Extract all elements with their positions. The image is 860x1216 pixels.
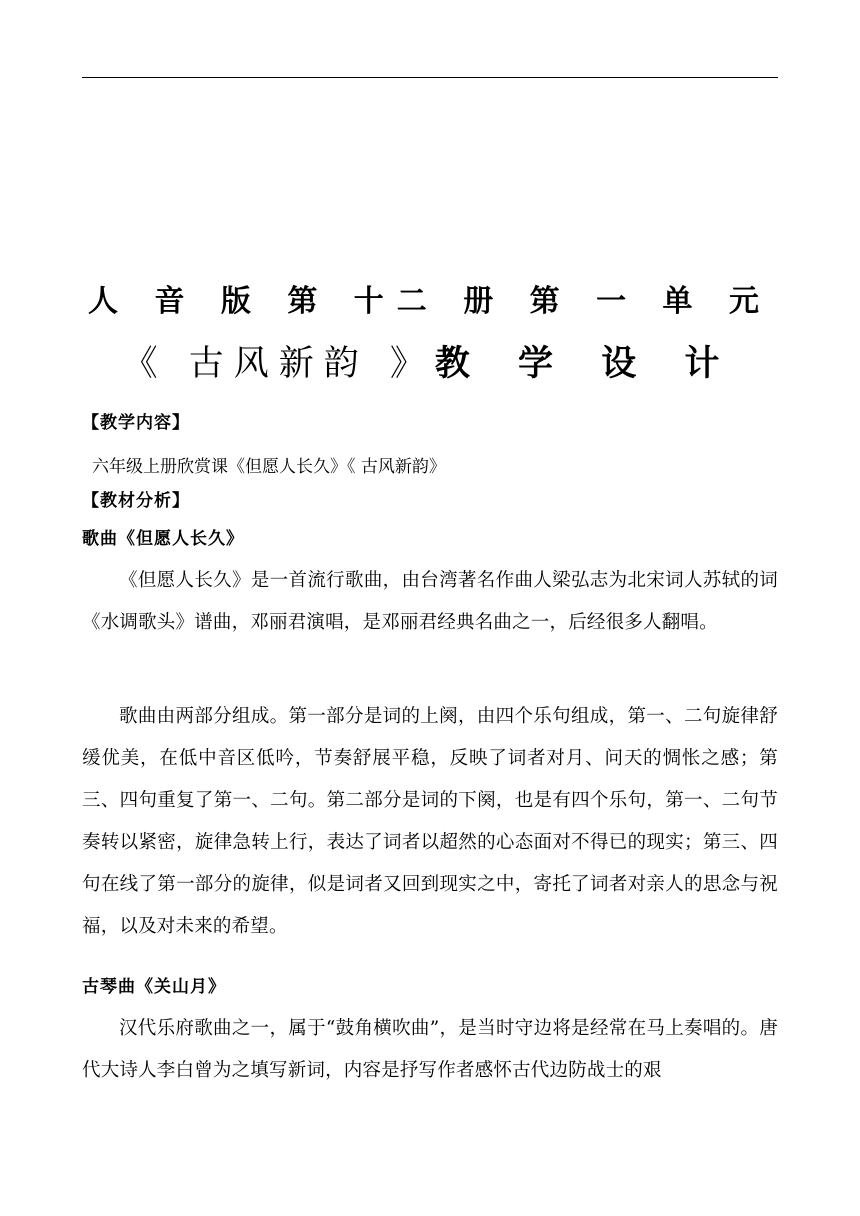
teaching-content-text: 六年级上册欣赏课《但愿人长久》《 古风新韵》 [92, 457, 446, 477]
document-title-line1: 人 音 版 第 十二 册 第 一 单 元 [88, 284, 772, 319]
title-suffix: 教 学 设 计 [434, 344, 738, 384]
document-title-line2 [0, 340, 860, 388]
song-heading: 歌曲《但愿人长久》 [82, 529, 244, 549]
qin-paragraph-1: 汉代乐府歌曲之一，属于“鼓角横吹曲”，是当时守边将是经常在马上奏唱的。唐代大诗人李白曾为之填写新词，内容是抒写作者感怀古代边防战士的艰 [82, 1018, 778, 1081]
teaching-content-heading: 【教学内容】 [82, 413, 190, 433]
header-rule [82, 77, 778, 78]
song-paragraph-1: 《但愿人长久》是一首流行歌曲，由台湾著名作曲人梁弘志为北宋词人苏轼的词《水调歌头》谱曲，邓丽君演唱，是邓丽君经典名曲之一，后经很多人翻唱。 [82, 570, 778, 633]
title-book-name: 《 古风新韵 》 [122, 344, 435, 384]
qin-heading: 古琴曲《关山月》 [82, 977, 226, 997]
material-analysis-heading: 【教材分析】 [82, 491, 190, 511]
song-paragraph-2: 歌曲由两部分组成。第一部分是词的上阕，由四个乐句组成，第一、二句旋律舒缓优美，在低中音区低吟，节奏舒展平稳，反映了词者对月、问天的惆怅之感；第三、四句重复了第一、二句。第二部分是词的下阕，也是有四个乐句，第一、二句节奏转以紧密，旋律急转上行，表达了词者以超然的心态面对不得已的现实；第三、四句在线了第一部分的旋律，似是词者又回到现实之中，寄托了词者对亲人的思念与祝福，以及对未来的希望。 [82, 706, 778, 937]
